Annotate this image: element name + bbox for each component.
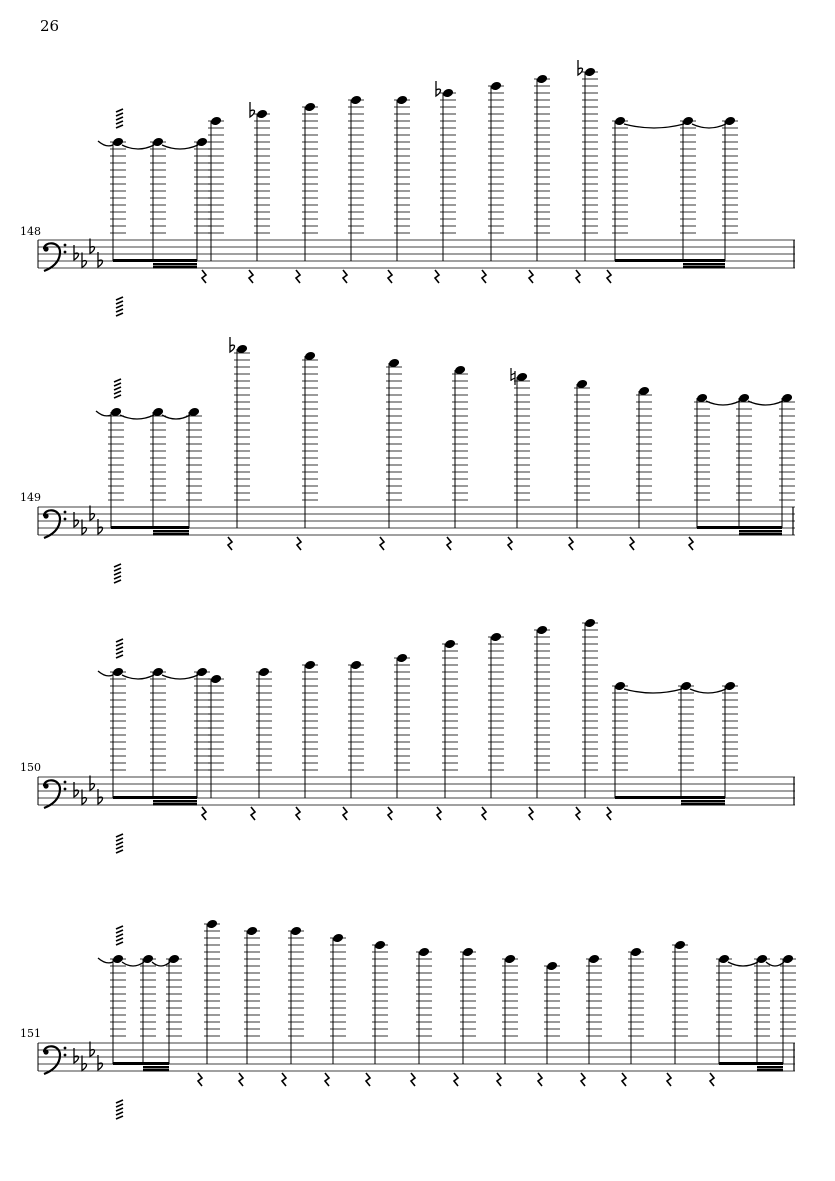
bass-clef-dot-lower [64,1054,67,1057]
bass-clef-dot-upper [64,244,67,247]
beam [153,266,197,269]
beam [615,259,725,262]
beam [111,526,189,529]
quarter-rest-icon [282,1073,286,1086]
tremolo-stroke [116,297,123,300]
tie-arc [624,689,682,693]
tremolo-stroke [116,109,123,112]
beam [153,800,197,803]
tremolo-stroke [116,842,123,845]
tremolo-stroke [116,651,123,654]
bass-clef-dot [43,246,48,251]
tremolo-stroke [116,930,123,933]
note-head [536,625,548,636]
tremolo-stroke [116,942,123,945]
tremolo-stroke [116,643,123,646]
note-head [584,618,596,629]
tremolo-stroke [116,305,123,308]
tie-arc [122,962,144,966]
tie-arc [120,415,154,419]
tremolo-stroke [116,846,123,849]
tremolo-stroke [116,1108,123,1111]
tremolo-stroke [116,121,123,124]
note-head [536,74,548,85]
beam [153,803,197,806]
tie-arc [766,962,784,966]
note-head [332,933,344,944]
beam [153,533,189,536]
note-head [418,947,430,958]
tremolo-stroke [114,572,121,575]
quarter-rest-icon [437,807,441,820]
beam [615,796,725,799]
flat-accidental-icon [250,102,255,117]
tremolo-stroke [116,313,123,316]
tremolo-stroke [114,576,121,579]
quarter-rest-icon [228,537,232,550]
key-signature-flat-icon [82,790,87,805]
tie-arc [692,124,726,128]
flat-accidental-icon [578,60,583,75]
note-head [304,660,316,671]
beam [153,530,189,533]
tremolo-stroke [116,934,123,937]
tremolo-stroke [114,391,121,394]
quarter-rest-icon [198,1073,202,1086]
beam [683,266,725,269]
quarter-rest-icon [343,807,347,820]
quarter-rest-icon [296,270,300,283]
tremolo-stroke [114,383,121,386]
quarter-rest-icon [710,1073,714,1086]
bass-clef-dot [43,783,48,788]
beam [153,263,197,266]
quarter-rest-icon [622,1073,626,1086]
tremolo-stroke [116,647,123,650]
note-head [350,95,362,106]
beam [697,526,782,529]
beam [681,803,725,806]
natural-accidental-icon [511,368,515,385]
flat-accidental-icon [230,337,235,352]
tremolo-stroke [116,655,123,658]
measure-number-150: 150 [20,761,41,774]
tie-arc [728,962,758,966]
quarter-rest-icon [411,1073,415,1086]
note-head [206,919,218,930]
quarter-rest-icon [388,807,392,820]
quarter-rest-icon [447,537,451,550]
quarter-rest-icon [529,270,533,283]
quarter-rest-icon [576,270,580,283]
tie-arc [122,145,154,149]
quarter-rest-icon [576,807,580,820]
tremolo-stroke [116,125,123,128]
beam [113,1062,169,1065]
tie-arc [96,411,111,416]
beam [143,1066,169,1069]
key-signature-flat-icon [82,520,87,535]
tremolo-stroke [116,113,123,116]
tremolo-stroke [116,117,123,120]
quarter-rest-icon [296,807,300,820]
tie-arc [162,675,198,679]
note-head [374,940,386,951]
quarter-rest-icon [482,807,486,820]
quarter-rest-icon [497,1073,501,1086]
quarter-rest-icon [689,537,693,550]
bass-clef-dot-lower [64,788,67,791]
tie-arc [162,415,190,419]
note-head [350,660,362,671]
bass-clef-dot-lower [64,251,67,254]
quarter-rest-icon [508,537,512,550]
tremolo-stroke [116,309,123,312]
quarter-rest-icon [251,807,255,820]
beam [757,1066,783,1069]
quarter-rest-icon [202,270,206,283]
note-head [462,947,474,958]
tie-arc [122,675,154,679]
note-head [630,947,642,958]
tremolo-stroke [116,1104,123,1107]
tremolo-stroke [116,926,123,929]
quarter-rest-icon [435,270,439,283]
note-head [504,954,516,965]
quarter-rest-icon [667,1073,671,1086]
bass-clef-dot [43,1049,48,1054]
quarter-rest-icon [607,270,611,283]
note-head [588,954,600,965]
tremolo-stroke [116,938,123,941]
page-number: 26 [40,17,60,35]
quarter-rest-icon [630,537,634,550]
note-head [546,961,558,972]
beam [683,263,725,266]
bass-clef-dot-lower [64,518,67,521]
quarter-rest-icon [569,537,573,550]
tremolo-stroke [114,564,121,567]
quarter-rest-icon [607,807,611,820]
note-head [490,632,502,643]
key-signature-flat-icon [82,253,87,268]
note-head [396,653,408,664]
beam [113,259,197,262]
measure-number-149: 149 [20,491,41,504]
beam [143,1069,169,1072]
tie-arc [624,124,684,128]
quarter-rest-icon [325,1073,329,1086]
tremolo-stroke [116,301,123,304]
key-signature-flat-icon [90,239,95,254]
note-head [290,926,302,937]
note-head [210,116,222,127]
note-head [442,88,454,99]
tie-arc [690,689,726,693]
tremolo-stroke [114,580,121,583]
beam [739,530,782,533]
note-head [258,667,270,678]
measure-number-148: 148 [20,225,41,238]
tremolo-stroke [116,1112,123,1115]
measure-number-151: 151 [20,1027,41,1040]
key-signature-flat-icon [90,506,95,521]
tremolo-stroke [116,850,123,853]
quarter-rest-icon [380,537,384,550]
note-head [210,674,222,685]
tremolo-stroke [116,834,123,837]
tie-arc [152,962,170,966]
note-head [256,109,268,120]
tremolo-stroke [116,1116,123,1119]
key-signature-flat-icon [82,1056,87,1071]
tie-arc [162,145,198,149]
bass-clef-dot-upper [64,1047,67,1050]
bass-clef-dot-upper [64,511,67,514]
note-head [490,81,502,92]
tremolo-stroke [116,639,123,642]
key-signature-flat-icon [90,776,95,791]
quarter-rest-icon [297,537,301,550]
quarter-rest-icon [388,270,392,283]
quarter-rest-icon [529,807,533,820]
quarter-rest-icon [249,270,253,283]
quarter-rest-icon [239,1073,243,1086]
key-signature-flat-icon [90,1042,95,1057]
quarter-rest-icon [343,270,347,283]
quarter-rest-icon [482,270,486,283]
quarter-rest-icon [581,1073,585,1086]
note-head [584,67,596,78]
note-head [396,95,408,106]
tremolo-stroke [114,387,121,390]
bass-clef-dot [43,513,48,518]
beam [719,1062,783,1065]
quarter-rest-icon [366,1073,370,1086]
beam [739,533,782,536]
beam [113,796,197,799]
quarter-rest-icon [202,807,206,820]
tie-arc [748,401,783,405]
tremolo-stroke [114,379,121,382]
note-head [304,102,316,113]
note-head [444,639,456,650]
flat-accidental-icon [436,81,441,96]
beam [681,800,725,803]
note-head [246,926,258,937]
tremolo-stroke [116,838,123,841]
bass-clef-dot-upper [64,781,67,784]
tie-arc [706,401,740,405]
quarter-rest-icon [454,1073,458,1086]
beam [757,1069,783,1072]
tremolo-stroke [114,395,121,398]
tremolo-stroke [116,1100,123,1103]
quarter-rest-icon [538,1073,542,1086]
tremolo-stroke [114,568,121,571]
note-head [674,940,686,951]
